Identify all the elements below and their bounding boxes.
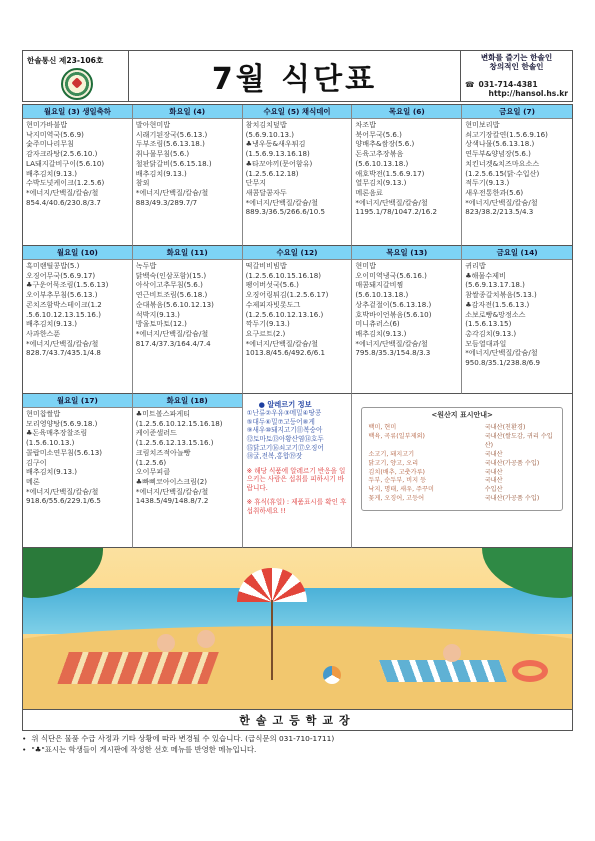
menu-line: *에너지/단백질/칼슘/철 [26,187,99,197]
menu-line: *에너지/단백질/칼슘/철 [355,338,428,348]
menu-line: 양배추&쌈장(5.6.) [355,139,415,149]
menu-line: 방울토마토(12.) [135,319,187,329]
menu-line: 깍두기(9.13.) [245,319,290,329]
swim-ring-icon [512,660,548,682]
menu-line: ⑨새우⑩돼지고기⑪복숭아 [246,426,323,435]
menu-line: 두부조림(5.6.13.18.) [135,139,205,149]
day-head: 수요일 (12) [243,246,353,260]
origin-item: 꽃게, 오징어, 고등어 [368,495,425,503]
menu-line: *에너지/단백질/칼슘/철 [355,197,428,207]
menu-line: 귀리밥 [465,261,486,270]
menu-line: 참쌀종갈치볶음(5.13.) [465,290,537,300]
menu-line: (5.6.9.10.13.) [245,129,294,139]
origin-item: 두부, 순두부, 비지 등 [368,477,427,485]
menu-line: 녹두밥 [135,261,157,270]
menu-line: 수박도넛케이크(1.2.5.6) [26,178,105,188]
menu-line: 883/49.3/289.7/7 [135,197,198,207]
menu-line: ♣감자전(1.5.6.13.) [465,299,530,309]
origin-title: <원산지 표시안내> [431,411,493,419]
allergy-info [243,394,353,548]
menu-line: 낙지미역국(5.6.9) [26,129,84,139]
beach-towel-right [379,660,507,682]
menu-line: 아삭이고추무침(5.6.) [135,280,203,290]
menu-line: 차조밥 [355,120,376,129]
day-head: 목요일 (6) [352,105,462,119]
menu-line: 1195.1/78/1047.2/16.2 [355,207,438,217]
note-item [22,745,573,756]
header-right [460,51,572,101]
menu-grid [22,104,573,548]
menu-line: 배추김치(9.13.) [135,168,187,178]
week-2-menus [23,260,572,394]
origin-source: 국내산 [484,450,503,458]
school-signature: 한솔고등학교장 [22,709,573,731]
menu-line: 치킨너겟&치즈마요소스 [465,158,540,168]
origin-source: 국내산 [484,477,503,485]
menu-line: 돈육고추장볶음 [355,149,404,159]
menu-line: (1.5.6.9.13.16.18) [245,149,310,159]
menu-line: 854.4/40.6/230.8/3.7 [26,197,101,207]
menu-line: 배추김치(9.13.) [26,319,77,329]
menu-line: 취나물무침(5.6.) [135,149,190,159]
bullet-icon: • [22,734,27,743]
note-text: 위 식단은 물품 수급 사정과 기타 상황에 따라 변경될 수 있습니다. (급식문의 031-710-1711) [31,734,335,743]
menu-line: (5.6.10.13.18.) [355,290,409,300]
menu-line: 817.4/37.3/164.4/7.4 [135,338,211,348]
menu-line: 철판닭갈비(5.6.15.18.) [135,158,212,168]
menu-line: 795.8/35.3/154.8/3.3 [355,348,431,358]
origin-row [368,424,556,433]
day-menu [23,260,133,394]
menu-line: *에너지/단백질/칼슘/철 [26,486,99,496]
origin-row [368,451,556,460]
menu-line: 호박바이언볶음(5.6.10) [355,309,432,319]
menu-line: ⑮닭고기⑯쇠고기⑰오징어 [246,443,324,452]
menu-line: 떡갈비비빔밥 [245,261,287,270]
origin-source: 국내산(친환경) [484,423,526,431]
slogan-line-2: 창의적인 한솔인 [489,62,544,72]
origin-item: 소고기, 돼지고기 [368,450,415,458]
origin-item: 김치(배추, 고춧가루) [368,468,425,476]
day-head: 월요일 (10) [23,246,133,260]
menu-line: 연근비트조림(5.6.18.) [135,290,208,300]
menu-line: 쇠고기장칼연(1.5.6.9.16) [465,129,548,139]
person-reading-icon [157,634,175,652]
header-left [23,51,129,101]
menu-line: ♣해물수제비 [465,270,506,280]
bullet-icon: • [22,744,27,754]
menu-line: 889.3/36.5/266.6/10.5 [245,207,325,217]
day-menu [133,408,243,548]
menu-line: ♣빠삐코아이스크림(2) [135,476,208,486]
menu-line: 애호박전(1.5.6.9.17) [355,168,425,178]
phone-line [465,80,568,89]
origin-table [368,424,556,505]
note-text: "♣"표시는 학생들이 게시판에 작성한 선호 메뉴를 반영한 메뉴입니다. [31,744,257,754]
menu-line: (1.2.5.6.15(닭·수입산) [465,168,540,178]
issue-number: 한솔통신 제23-106호 [27,56,104,65]
day-head: 목요일 (13) [352,246,462,260]
umbrella-pole [271,600,273,680]
menu-line: 참외 [135,178,150,188]
menu-line: ⑫토마토⑬아황산염⑭호두 [246,435,324,444]
footer-notes [22,734,573,755]
menu-line: 오이미역냉국(5.6.16.) [355,270,427,280]
person-laptop-icon [197,630,215,648]
menu-line: 현미보리밥 [465,120,500,129]
page-title: 7월 식단표 [211,62,378,97]
menu-line: 콘치즈함박스테이크(1.2 [26,299,102,309]
menu-line: 총각김치(9.13.) [465,328,517,338]
menu-line: .5.6.10.12.13.15.16.) [26,309,101,319]
menu-line: (1.2.5.6.12.13.15.16.) [135,438,214,448]
menu-line: ♣미트볼스파게티 [135,409,191,418]
phone-icon: ☎ [465,79,475,89]
menu-line: 흑미랜틸콩밥(5.) [26,261,80,270]
menu-line: 배추김치(9.13.) [355,328,407,338]
menu-line: 배추김치(9.13.) [26,168,77,178]
menu-line: *에너지/단백질/칼슘/철 [135,187,209,197]
menu-line: (1.5.6.13.15) [465,319,512,329]
menu-line: 미니츄러스(6) [355,319,400,329]
menu-line: 상추겉절이(5.6.13.18.) [355,299,432,309]
beach-towel-left [57,652,219,684]
origin-row [368,495,556,504]
menu-line: 모리영양탕(5.6.9.18.) [26,418,98,428]
menu-line: 소보로빵&망정소스 [465,309,526,319]
menu-line: 1013.8/45.6/492.6/6.1 [245,348,325,358]
menu-line: LA돼지갈비구이(5.6.10) [26,158,105,168]
menu-line: (5.6.9.13.17.18.) [465,280,525,290]
day-head: 월요일 (3) 생일축하 [23,105,133,119]
origin-box [361,407,563,511]
allergy-list [247,409,348,460]
origin-row [368,460,556,469]
day-menu [352,260,462,394]
menu-line: 오징어링튀김(1.2.5.6.17) [245,290,329,300]
menu-line: *에너지/단백질/칼슘/철 [245,338,318,348]
menu-line: (1.2.5.6) [135,457,167,467]
menu-line: ⑤대두⑥밀⑦고등어⑧게 [246,417,315,426]
menu-line: 적두기(9.13.) [465,178,510,188]
menu-line: 918.6/55.6/229.1/6.5 [26,496,101,506]
menu-line: 시래기된장국(5.6.13.) [135,129,208,139]
allergy-warning: ※ 해당 식품에 알레르기 반응을 일으키는 사람은 섭취를 피하시기 바랍니다. [246,466,346,492]
phone-number: 031-714-4381 [478,79,538,89]
origin-area [352,394,572,548]
menu-line: 메론 [26,476,40,486]
menu-line: 석박지(9.13.) [135,309,180,319]
menu-line: (1.2.5.6.10.12.13.16.) [245,309,324,319]
day-head: 화요일 (11) [133,246,243,260]
menu-line: 오이부추무침(5.6.13.) [26,290,98,300]
menu-line: ♣구운어묵조림(1.5.6.13) [26,280,109,290]
menu-line: *에너지/단백질/칼슘/철 [465,197,538,207]
menu-line: 크림치즈적아늘빵 [135,447,191,457]
menu-line: ♣타꼬야끼(문어함유) [245,158,313,168]
menu-line: 김구이 [26,457,47,467]
person-lying-icon [443,644,461,662]
menu-line: *에너지/단백질/칼슘/철 [26,338,99,348]
menu-line: 사과한스푼 [26,328,61,338]
origin-item: 낙지, 명태, 새우, 주꾸미 [368,486,434,494]
menu-line: 케이준샐러드 [135,428,177,438]
day-menu [352,119,462,246]
day-menu [23,408,133,548]
menu-line: 숯주미나리무침 [26,139,74,149]
day-menu [133,260,243,394]
slogan-line-1: 변화를 즐기는 한솔인 [480,53,553,62]
school-url[interactable]: http://hansol.hs.kr [488,89,568,99]
origin-source: 국내산(가공품 수입) [484,495,540,503]
menu-page [22,50,573,755]
menu-line: 수제피자빗롯도그 [245,299,301,309]
menu-line: 북어무국(5.6.) [355,129,402,139]
menu-line: (5.6.10.13.18.) [355,158,409,168]
menu-line: 새우전통한과(5.6) [465,187,524,197]
menu-line: 열무김치(9.13.) [355,178,407,188]
origin-source: 수입산 [484,486,503,494]
day-head: 금요일 (7) [462,105,572,119]
menu-line: 닭백숙(인삼포함)(15.) [135,270,207,280]
menu-line: 연두부&양념장(5.6.) [465,149,531,159]
menu-line: 새콤달콤자두 [245,187,287,197]
menu-line: 현미밥 [355,261,376,270]
menu-line: 오징어무국(5.6.9.17) [26,270,96,280]
day-head: 월요일 (17) [23,394,133,408]
menu-line: 현미가바불밥 [26,120,68,129]
day-menu [243,119,353,246]
menu-line: *에너지/단백질/칼슘/철 [135,486,209,496]
menu-line: 매콤돼지갈비찜 [355,280,404,290]
menu-line: *에너지/단백질/칼슘/철 [245,197,318,207]
summer-beach-illustration [22,548,573,709]
day-head: 수요일 (5) 채식데이 [243,105,353,119]
day-menu [23,119,133,246]
menu-line: ♣냉우동&새우튀김 [245,139,306,149]
origin-source: 국내산(쌀도감, 귀리 수입산) [484,432,553,449]
note-item [22,734,573,745]
menu-line: 오이무피클 [135,467,171,477]
day-menu [462,260,572,394]
menu-line: 모듬열대과일 [465,338,507,348]
menu-line: *에너지/단백질/칼슘/철 [465,348,538,358]
menu-line: ♣돈육매추장찰조림 [26,428,88,438]
origin-item: 백미, 현미 [368,423,397,431]
origin-row [368,433,556,451]
menu-line: 순대볶음(5.6.10.12.13) [135,299,214,309]
menu-line: 950.8/35.1/238.8/6.9 [465,358,541,368]
menu-line: (1.5.6.10.13.) [26,438,75,448]
menu-line: (1.2.5.6.10.12.15.16.18) [135,418,223,428]
menu-line: 배추김치(9.13.) [26,467,77,477]
day-menu [243,260,353,394]
week-2-heads [23,246,572,260]
school-emblem-icon [61,68,93,100]
origin-item: 백육, 곡류(일부제외) [368,432,425,440]
menu-line: 단무지 [245,178,267,188]
menu-line: 팽이버섯국(5.6.) [245,280,299,290]
menu-line: 1438.5/49/148.8/7.2 [135,496,209,506]
menu-line: ①난류②우유③메밀④땅콩 [246,409,322,418]
menu-line: 발아현미밥 [135,120,171,129]
menu-line: (1.2.5.6.10.15.16.18) [245,270,322,280]
menu-line: 상색나물(5.6.13.18.) [465,139,535,149]
menu-line: (1.2.5.6.12.18) [245,168,299,178]
menu-line: 콜랍미소연무침(5.6.13) [26,447,103,457]
allergy-notice: ※ 휴식(휴일) : 제품표시를 확인 후 섭취하세요 !! [246,498,347,515]
day-menu [462,119,572,246]
header [22,50,573,102]
menu-line: ⑱굴,전복,홍합⑲잣 [246,452,303,461]
allergy-title: ● 알레르기 정보 [258,400,312,409]
week-1-menus [23,119,572,246]
menu-line: 823/38.2/213.5/4.3 [465,207,534,217]
origin-source: 국내산(가공품 수입) [484,459,540,467]
menu-line: 메론음료 [355,187,383,197]
beach-ball-icon [323,666,341,684]
menu-line: 요구르트(2.) [245,328,286,338]
menu-line: 감자크라탕(2.5.6.10.) [26,149,98,159]
origin-source: 국내산 [484,468,503,476]
menu-line: 참치김치덮밥 [245,120,287,129]
menu-line: 현미찹쌀밥 [26,409,61,418]
origin-item: 닭고기, 양고, 오리 [368,459,419,467]
day-menu [133,119,243,246]
menu-line: *에너지/단백질/칼슘/철 [135,328,209,338]
menu-line: 828.7/43.7/435.1/4.8 [26,348,101,358]
day-head: 화요일 (4) [133,105,243,119]
week-1-heads [23,105,572,119]
day-head: 화요일 (18) [133,394,243,408]
day-head: 금요일 (14) [462,246,572,260]
